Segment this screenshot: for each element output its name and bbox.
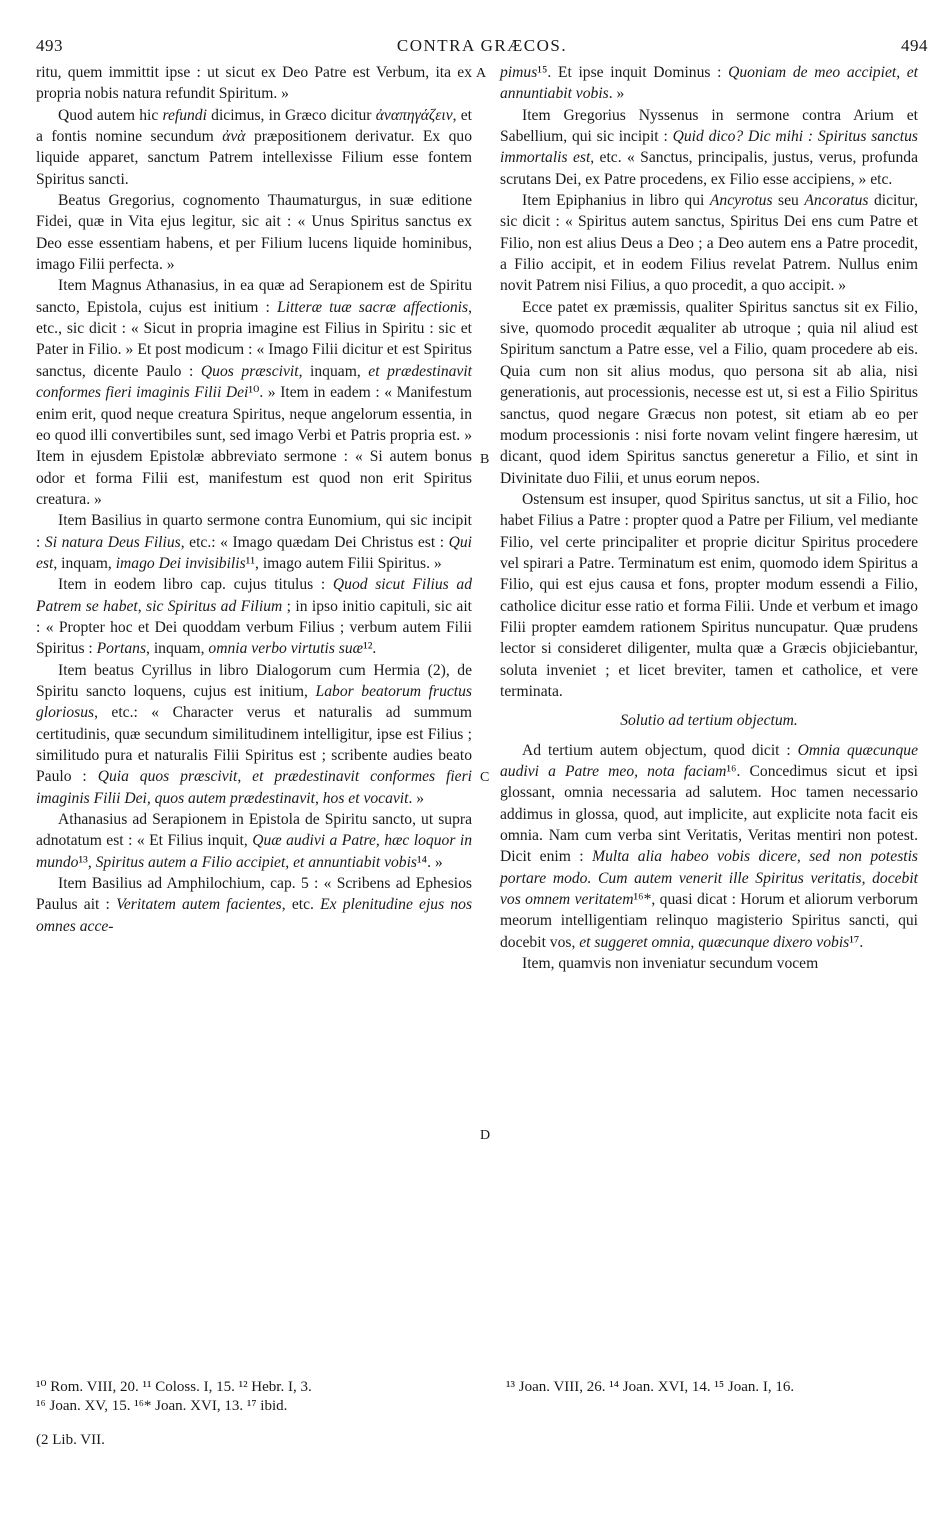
bottom-footnote: (2 Lib. VII.: [36, 1432, 105, 1448]
footnote-line: ¹⁰ Rom. VIII, 20. ¹¹ Coloss. I, 15. ¹² Hebr. I, 3.: [36, 1379, 312, 1395]
page-number-right: 494: [901, 36, 928, 55]
margin-marker-d: D: [480, 1128, 491, 1143]
page-number-left: 493: [36, 36, 63, 55]
paragraph: Item Gregorius Nyssenus in sermone contra Arium et Sabellium, qui sic incipit : Quid dico? Dic mihi : Spiritus sanctus immortalis est, etc. « Sanctus, principalis, justus, verus, profunda scrutans Dei, ex Patre procedens, ex Filio esse accipiens, » etc.: [500, 106, 918, 188]
left-column: [36, 62, 472, 937]
margin-marker-c: C: [480, 770, 490, 785]
paragraph: pimus¹⁵. Et ipse inquit Dominus : Quoniam de meo accipiet, et annuntiabit vobis. »: [500, 64, 919, 103]
paragraph: Item Basilius in quarto sermone contra Eunomium, qui sic incipit : Si natura Deus Filius, etc.: « Imago quædam Dei Christus est : Qui est, inquam, imago Dei invisibilis¹¹, imago autem Filii Spiritus. »: [36, 512, 472, 572]
paragraph: Ad tertium autem objectum, quod dicit : Omnia quæcunque audivi a Patre meo, nota faciam¹⁶. Concedimus sicut et ipsi glossant, omnia necessaria ad salutem. Hoc tamen necessario addimus in glossa, quod, aut implicite, aut explicite nota facit eis omnia. Nam cum verba sint Veritatis, Veritas mentiri non potest. Dicit enim : Multa alia habeo vobis dicere, sed non potestis portare modo. Cum autem venerit ille Spiritus veritatis, docebit vos omnem veritatem¹⁶*, quasi dicat : Horum et aliorum verborum meorum intelligentiam relinquo magisterio Spiritus sancti, qui docebit vos, et suggeret omnia, quæcunque dixero vobis¹⁷.: [500, 741, 919, 951]
page-header: [36, 36, 928, 60]
paragraph: Item Basilius ad Amphilochium, cap. 5 : « Scribens ad Ephesios Paulus ait : Veritatem autem facientes, etc. Ex plenitudine ejus nos omnes acce-: [36, 875, 473, 935]
footnote-line: ¹⁶ Joan. XV, 15. ¹⁶* Joan. XVI, 13. ¹⁷ ibid.: [36, 1398, 288, 1414]
paragraph: Item beatus Cyrillus in libro Dialogorum cum Hermia (2), de Spiritu sancto loquens, cujus est initium, Labor beatorum fructus gloriosus, etc.: « Character verus et naturalis ad summum certitudinis, quæ secundum similitudinem intelligitur, ipse est Filius ; similitudo pura et naturalis Filii Spiritus est ; scribente audies beato Paulo : Quia quos præscivit, et prædestinavit conformes fieri imaginis Filii Dei, quos autem prædestinavit, hos et vocavit. »: [36, 661, 472, 807]
margin-marker-b: B: [480, 452, 490, 467]
section-heading: Solutio ad tertium objectum.: [620, 712, 798, 730]
paragraph: Ostensum est insuper, quod Spiritus sanctus, ut sit a Filio, hoc habet Filius a Patre : propter quod a Patre per Filium, vel mediante Filio, vel certe principaliter et proprie dicitur Spiritus procedere vel spirari a Patre. Terminatum est enim, quomodo idem Spiritus a Filio, qui est ejus causa et fons, propter modum essendi a Filio, catholice dicitur esse ratio et forma Filii. Unde et verbum et imago Filii propter eamdem rationem Spiritus nuncupatur. Quæ prudens lector si consideret diligenter, multa quæ a Græcis objiciebantur, soluta inveniet ; et licet breviter, tamen et catholice, et vere terminata.: [500, 490, 918, 700]
paragraph: Item, quamvis non inveniatur secundum vocem: [522, 955, 819, 973]
paragraph: ritu, quem immittit ipse : ut sicut ex Deo Patre est Verbum, ita ex propria nobis natura refundit Spiritum. »: [36, 64, 472, 103]
paragraph: Quod autem hic refundi dicimus, in Græco dicitur ἀναπηγάζειν, et a fontis nomine secundum ἀνὰ præpositionem derivatur. Ex quo liquide apparet, sanctum Patrem intellexisse Filium esse fontem Spiritus sancti.: [36, 106, 472, 188]
footnotes-left: [36, 1378, 476, 1416]
margin-marker-a: A: [476, 66, 487, 81]
paragraph: Item Magnus Athanasius, in ea quæ ad Serapionem est de Spiritu sancto, Epistola, cujus est initium : Litteræ tuæ sacræ affectionis, etc., sic dicit : « Sicut in propria imagine est Filius in Spiritu : sic et Pater in Filio. » Et post modicum : « Imago Filii dicitur et est Spiritus sanctus, dicente Paulo : Quos præscivit, inquam, et prædestinavit conformes fieri imaginis Filii Dei¹⁰. » Item in eadem : « Manifestum enim erit, quod neque creatura Spiritus, neque angelorum essentia, in eo quod illi convertibiles sunt, sed imago Verbi et Patris propria est. » Item in ejusdem Epistolæ abbreviato sermone : « Si autem bonus odor et forma Filii est, manifestum est quod non erit Spiritus creatura. »: [36, 277, 473, 508]
right-column: [500, 62, 918, 974]
footnotes-right: [506, 1378, 936, 1397]
paragraph: Item in eodem libro cap. cujus titulus : Quod sicut Filius ad Patrem se habet, sic Spiritus ad Filium ; in ipso initio capituli, sic ait : « Propter hoc et Dei quoddam verbum Filius ; verbum autem Filii Spiritus : Portans, inquam, omnia verbo virtutis suæ¹².: [36, 576, 472, 658]
running-title: CONTRA GRÆCOS.: [396, 36, 568, 55]
paragraph: Item Epiphanius in libro qui Ancyrotus seu Ancoratus dicitur, sic dicit : « Spiritus autem sanctus, Spiritus Dei ens cum Patre et Filio, non est alius Deus a Deo ; a Deo autem ens a Patre procedit, a Filio accipit, et in eodem Filius revelat Patrem. Nullus enim novit Patrem nisi Filius, a quo procedit, a quo accipit. »: [500, 192, 918, 295]
paragraph: Ecce patet ex præmissis, qualiter Spiritus sanctus sit ex Filio, sive, quomodo procedit æqualiter ab utroque ; quia nil aliud est Spiritum sanctum a Patre esse, vel a Filio, quam procedere ab eis. Quia cum non sit alius modus, quo persona sit ab alia, nisi generationis, aut processionis, necesse est ut, si est a Filio Spiritus sanctus, quod negare Græcus non potest, sit etiam ab eo per modum processionis : nisi forte novam velint fingere hæresim, ut dicant, quod idem Spiritus sanctus generetur a Filio, et sint in Divinitate duo Filii, et unus eorum nepos.: [500, 298, 918, 487]
footnote-line: ¹³ Joan. VIII, 26. ¹⁴ Joan. XVI, 14. ¹⁵ Joan. I, 16.: [506, 1379, 795, 1395]
paragraph: Beatus Gregorius, cognomento Thaumaturgus, in suæ editione Fidei, quæ in Vita ejus legitur, sic ait : « Unus Spiritus sanctus ex Deo esse essentiam habens, et per Filium lucens liquide hominibus, imago Filii perfecta. »: [36, 192, 472, 274]
paragraph: Athanasius ad Serapionem in Epistola de Spiritu sancto, ut supra adnotatum est : « Et Filius inquit, Quæ audivi a Patre, hæc loquor in mundo¹³, Spiritus autem a Filio accipiet, et annuntiabit vobis¹⁴. »: [36, 811, 472, 871]
